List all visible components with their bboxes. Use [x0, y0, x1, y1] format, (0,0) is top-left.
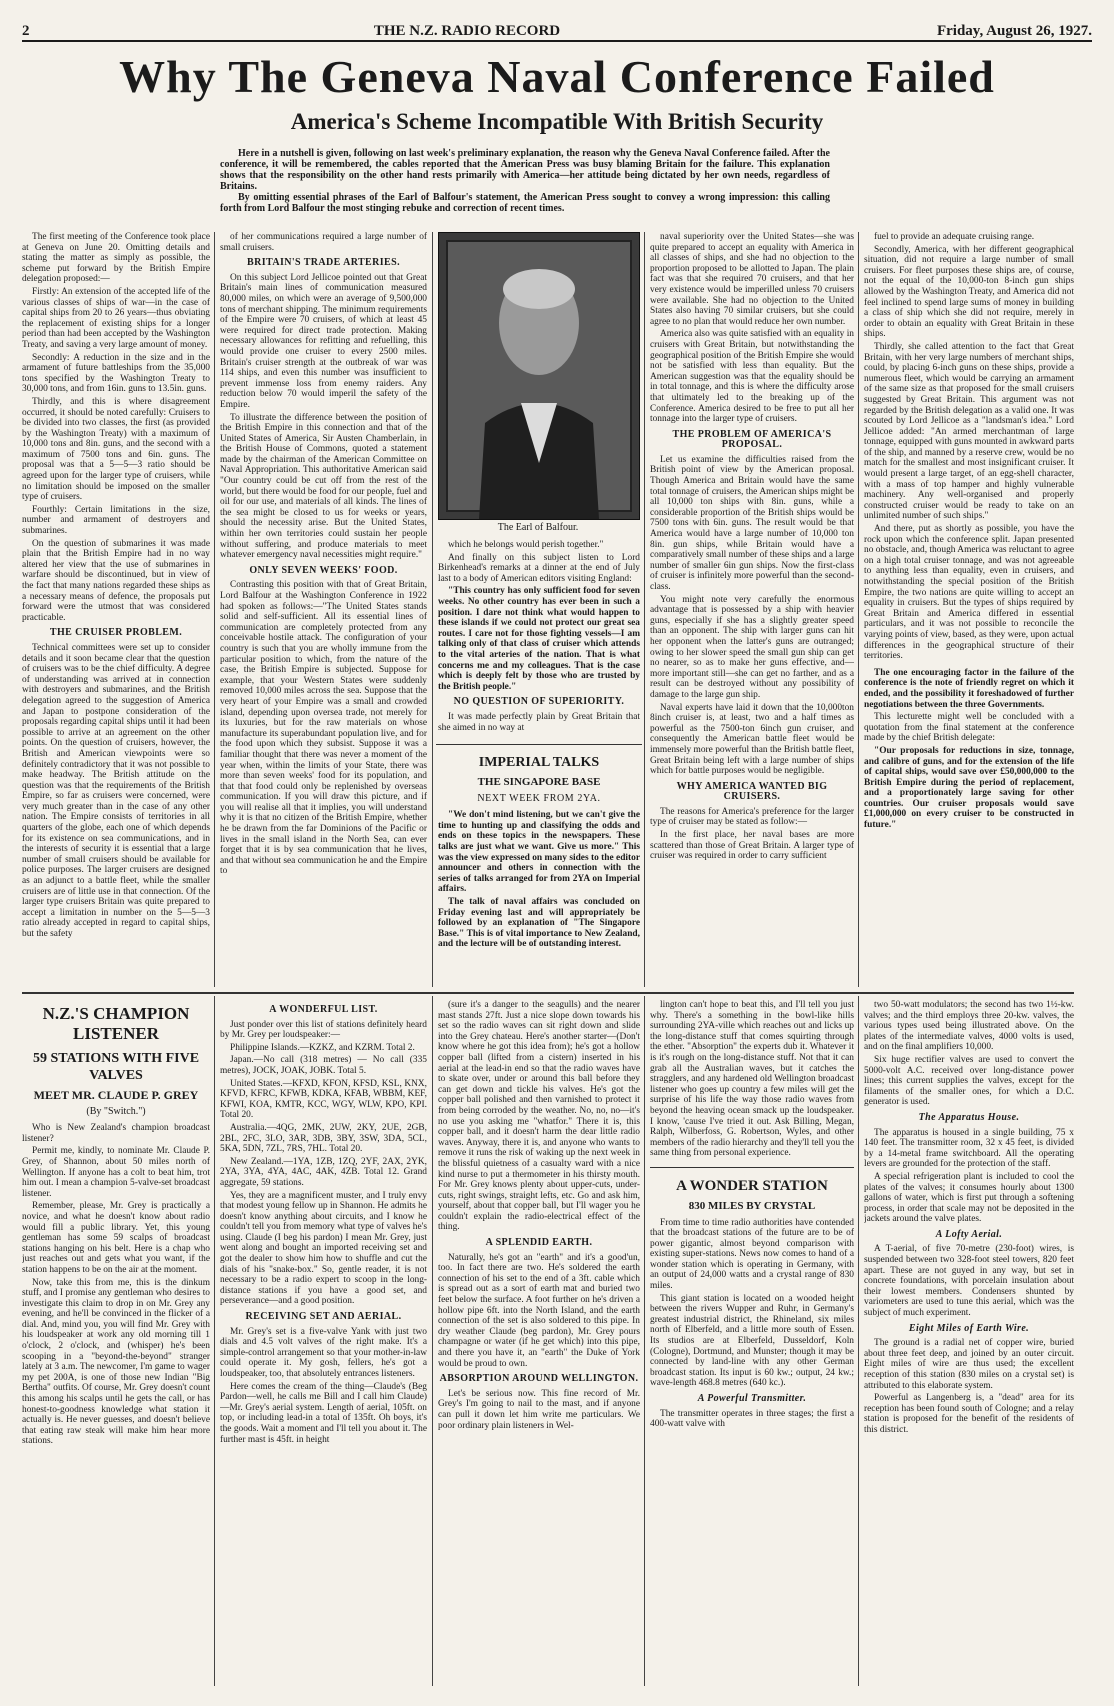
- paragraph: On the question of submarines it was made plain that the British Empire had in no way altered her view that the use of submarines in warfare should be discontinued, but in view of the fact that many nations regarded these ships as a necessary means of defence, the proposals put forward were the utmost that was considered practicable.: [22, 538, 210, 623]
- paragraph: Firstly: An extension of the accepted life of the various classes of ships of war—in the case of capital ships from 20 to 26 years—thus obviating the replacement of existing ships for a longer period than had been accepted by the Washington Treaty, and saving a very large amount of money.: [22, 286, 210, 350]
- paragraph: Technical committees were set up to consider details and it soon became clear that the question of cruisers was to be the chief difficulty. A degree of understanding was arrived at in connection with destroyers and submarines, and the British delegation agreed to the suggestion of America and Japan to postpone consideration of the proposals regarding capital ships until it had been possible to arrive at an agreement on the other points. On the question of cruisers, however, the British and American viewpoints were so definitely contradictory that it was not possible to make headway. The British attitude on the question was that the requirements of the British Empire, so far as cruisers were concerned, were very much greater than in the case of any other nation. The Empire consists of territories in all quarters of the globe, each one of which depends for its existence on sea communications, and in the interests of security it is essential that a large number of small cruisers should be available for police purposes. The larger cruisers are designed as an adjunct to a battle fleet, while the smaller cruisers are of little use in that connection. Of the larger type cruisers Britain was quite prepared to accept a limitation in number on the 5—5—3 ratio already accepted in regard to capital ships, but the safety: [22, 642, 210, 939]
- quote-paragraph: "This country has only sufficient food for seven weeks. No other country has ever been in such a position. I dare not think what would happen to these islands if we could not protect our great sea routes. I care not for those fighting vessels—I am talking only of that class of cruiser which attends to the vital arteries of the nation. That is what concerns me and my colleagues. That is the case which is deeply felt by those who are trusted by the British people.": [438, 586, 640, 692]
- station-list: Australia.—4QG, 2MK, 2UW, 2KY, 2UE, 2GB, 2BL, 2FC, 3LO, 3AR, 3DB, 3BY, 3SW, 3DA, 5CL, 5KA, 5DN, 7ZL, 7RS, 7HL. Total 20.: [220, 1122, 427, 1155]
- paragraph: Fourthly: Certain limitations in the size, number and armament of destroyers and submarines.: [22, 504, 210, 537]
- paragraph: A T-aerial, of five 70-metre (230-foot) wires, is suspended between two 328-foot steel towers, 820 feet apart. These are not guyed in any way, but set in concrete foundations, with porcelain insulation about their lowest members. Condensers shunted by variometers are used to tune this aerial, which was the subject of much experiment.: [864, 1244, 1074, 1319]
- section-heading: A Powerful Transmitter.: [697, 1393, 807, 1404]
- section-heading: The Apparatus House.: [918, 1111, 1020, 1123]
- paragraph: The ground is a radial net of copper wire, buried about three feet deep, and joined by an outer circuit. Eight miles of wire are thus used; the excellent reception of this station (830 miles on a crystal set) is attributed to this elaborate system.: [864, 1338, 1074, 1391]
- wonder-title: A WONDER STATION: [676, 1177, 828, 1194]
- paragraph: The transmitter operates in three stages; the first a 400-watt valve with: [650, 1408, 854, 1430]
- paragraph: This lecturette might well be concluded with a quotation from the final statement at the conference made by the chief British delegate:: [864, 712, 1074, 744]
- paragraph: A special refrigeration plant is included to cool the plates of the valves; it consumes hourly about 1300 gallons of water, which is first put through a softening process, in order that scale may not be deposited in the jackets around the valve plates.: [864, 1171, 1074, 1225]
- paragraph: Permit me, kindly, to nominate Mr. Claude P. Grey, of Shannon, about 50 miles north of Wellington. If anyone has a colt to beat him, trot him out. I mean a champion 5-valve-set broadcast listener.: [22, 1146, 210, 1199]
- portrait-photo: [438, 232, 640, 520]
- paragraph: And finally on this subject listen to Lord Birkenhead's remarks at a dinner at the end of July last to a body of American editors visiting England:: [438, 552, 640, 584]
- section-heading: BRITAIN'S TRADE ARTERIES.: [247, 257, 400, 269]
- section-heading: Eight Miles of Earth Wire.: [908, 1322, 1030, 1334]
- article-column-3: [438, 540, 640, 740]
- section-heading: ONLY SEVEN WEEKS' FOOD.: [249, 564, 398, 576]
- article-column-2: [220, 232, 427, 987]
- paragraph: You might note very carefully the enormous advantage that is possessed by a ship with heavier guns, especially if she has a slightly greater speed than an opponent. The ship with larger guns can hit her opponent when the latter's guns are outranged; owing to her slower speed the small gun ship can get no nearer, so as to make her guns effective, and—more important still—she can get no farther, and as a result can be destroyed without any possibility of damage to the large gun ship.: [650, 594, 854, 700]
- wonder-station-box: [650, 1167, 854, 1430]
- paragraph: The first meeting of the Conference took place at Geneva on June 20. Omitting details and stating the matter as simply as possible, the scheme put forward by the British Empire delegation proposed:—: [22, 232, 210, 285]
- paragraph: Let's be serious now. This fine record of Mr. Grey's I'm going to nail to the mast, and if anyone can pull it down let him write me particulars. We poor ordinary plain listeners in Wel-: [438, 1388, 640, 1431]
- column-rule: [214, 996, 215, 1686]
- paragraph: Contrasting this position with that of Great Britain, Lord Balfour at the Washington Conference in 1922 had spoken as follows:—"The United States stands solid and self-sufficient. All its essential lines of communication are completely protected from any conceivable hostile attack. The configuration of your country is such that you are wholly immune from the particular position to which, from the nature of the case, the British Empire is subjected. Suppose for example, that your Western States were suddenly removed 10,000 miles across the sea. Suppose that the very heart of your Empire was a small and crowded island, depending upon oversea trade, not merely for its luxuries, but for the raw materials on whose manufacture its superabundant population live, and for the food upon which they subsist. Suppose it was a familiar thought that there was never a moment of the year when, within the limits of your State, there was more than seven weeks' food for its population, and that that food could only be replenished by overseas communication. If you will draw this picture, and if you will realise all that it implies, you will understand why it is that no citizen of the British Empire, whether he be drawn from the far Dominions of the Pacific or lives in the small island in the North Sea, can ever forget that it is by sea communication that he lives, and that without sea communication he and the Empire to: [220, 580, 427, 877]
- column-rule: [858, 232, 859, 987]
- paragraph: Let us examine the difficulties raised from the British point of view by the American proposal. Though America and Britain would have the same total tonnage of cruisers, the American ships might be all 10,000 ton ships with 8in. guns, while a considerable proportion of the British ships would be 7500 tons with 6in. guns. The result would be that America would have a large number of 10,000 ton 8in. gun ships, while Britain would have a comparatively small number of these ships and a large number of smaller 6in gun ships. Now the first-class of cruiser is infinitely more powerful than the second-class.: [650, 454, 854, 592]
- paragraph: two 50-watt modulators; the second has two 1½-kw. valves; and the third employs three 20-kw. valves, the various types used being illustrated above. On the plates of the intermediate valves, 4000 volts is used, and on the final amplifiers 10,000.: [864, 1000, 1074, 1053]
- column-rule: [432, 232, 433, 987]
- paragraph: Thirdly, and this is where disagreement occurred, it should be noted carefully: Cruisers to be divided into two classes, the first (as provided by the Washington Treaty) with a maximum of 10,000 tons and 8in. guns, and the second with a maximum of 7500 tons and 6in. guns. The proposal was that a 5—5—3 ratio should be agreed upon for the larger type of cruisers, while no limitation should be imposed on the smaller type of cruisers.: [22, 396, 210, 503]
- byline: (By "Switch."): [86, 1105, 146, 1117]
- paragraph: Secondly: A reduction in the size and in the armament of future battleships from the 35,000 tons specified by the Washington Treaty to 30,000 tons, and from 16in. guns to 13.5in. guns.: [22, 352, 210, 395]
- paragraph: Who is New Zealand's champion broadcast listener?: [22, 1123, 210, 1144]
- subheadline: America's Scheme Incompatible With British Security: [290, 109, 824, 134]
- paragraph: Powerful as Langenberg is, a "dead" area for its reception has been found south of Cologne; and a relay station is proposed for the benefit of the residents of this district.: [864, 1393, 1074, 1435]
- paragraph: which he belongs would perish together.": [448, 540, 604, 550]
- headline: Why The Geneva Naval Conference Failed: [119, 51, 995, 102]
- paragraph: Secondly, America, with her different geographical situation, did not require a large number of small cruisers. For fleet purposes these ships are, of course, not the equal of the 10,000-ton 8-inch gun ships allowed by the Washington Treaty, and America did not feel inclined to spend large sums of money in building a class of ship which she did not require, merely in order to obtain an equality with Great Britain in these ships.: [864, 244, 1074, 340]
- paragraph: Six huge rectifier valves are used to convert the 5000-volt A.C. received over long-distance power lines; this current supplies the valves, except for the filaments of the smaller ones, for which a D.C. generator is used.: [864, 1054, 1074, 1108]
- column-rule: [214, 232, 215, 987]
- column-rule: [432, 996, 433, 1686]
- station-list: United States.—KFXD, KFON, KFSD, KSL, KNX, KFVD, KFRC, KFWB, KDKA, KFAB, WBBM, KEF, KFWI, KOA, KMTR, KCC, WGY, WLW, KPO, KPI. Total 20.: [220, 1078, 427, 1121]
- paragraph: naval superiority over the United States—she was quite prepared to accept an equality with America in all classes of ships, and she had no objection to the proportion proposed to be allotted to Japan. The plain fact was that she required 70 cruisers, and that her very existence would be imperilled unless 70 cruisers were available. She had no objection to the United States also having 70 similar cruisers, but she could agree to no plan that would reduce her own number.: [650, 232, 854, 327]
- section-heading: THE CRUISER PROBLEM.: [49, 627, 183, 639]
- section-heading: THE PROBLEM OF AMERICA'S PROPOSAL.: [672, 428, 832, 451]
- section-heading: WHY AMERICA WANTED BIG CRUISERS.: [676, 780, 828, 803]
- section-heading: ABSORPTION AROUND WELLINGTON.: [439, 1373, 639, 1385]
- paragraph: Thirdly, she called attention to the fact that Great Britain, with her very large numbers of merchant ships, could, by placing 6-inch guns on these ships, provide a numerous fleet, which would be carrying an armament of the same size as that proposed for the small cruisers suggested by Great Britain. This argument was not regarded by the British delegation as a valid one. It was scouted by Lord Jellicoe as a "landsman's idea." Lord Jellicoe added: "An armed merchantman of large tonnage, equipped with guns mounted in awkward parts of the ship, and manned by a reserve crew, would be no match for the smallest and most insignificant cruiser. It would present a large target, of an egg-shell character, with a mass of top hamper and highly vulnerable machinery. Any well-organised and properly constructed cruiser would be ready to take on an unlimited number of such ships.": [864, 341, 1074, 522]
- listener-column-2: [220, 1000, 427, 1686]
- station-list: Japan.—No call (318 metres) — No call (335 metres), JOCK, JOAK, JOBK. Total 5.: [220, 1055, 427, 1076]
- section-heading: A Lofty Aerial.: [935, 1228, 1003, 1240]
- paragraph: This giant station is located on a wooded height between the rivers Wupper and Ruhr, in Germany's greatest industrial district, the Rhineland, six miles north of Elberfeld, and a little more south of Essen. Its studios are at Elberfeld, Dusseldorf, Koln (Cologne), Dortmund, and Munster; though it may be connected by land-line with any other German broadcast station. Its input is 60 kw.; output, 24 kw.; wave-length 468.8 metres (640 kc.).: [650, 1293, 854, 1389]
- imperial-talks-box: [438, 748, 640, 986]
- paragraph: In the first place, her naval bases are more scattered than those of Great Britain. A larger type of cruiser was required in order to carry sufficient: [650, 830, 854, 862]
- paragraph: lington can't hope to beat this, and I'll tell you just why. There's a something in the bowl-like hills surrounding 2YA-ville which reaches out and licks up the long-distance stuff that comes squirting through the ether. "Absorption" the experts dub it. Whatever it is it's rough on the long-distance stuff. Not that it can grab all the Australian waves, but it catches the stragglers, and any hardened old Wellington broadcast listener who goes up country a few miles will get the surprise of his life the way those radio waves from beyond the heaving ocean smack up the loudspeaker. I know, 'cause I've tried it out. Ask Billing, Megan, Ralph, Wilberfoss, G. Robertson, Wyles, and other members of the radio hierarchy and they'll tell you the same thing from personal experience.: [650, 1000, 854, 1159]
- paragraph: Here comes the cream of the thing—Claude's (Beg Pardon—well, he calls me Bill and I call him Claude)—Mr. Grey's aerial system. Length of aerial, 105ft. on top, or including lead-in a total of 135ft. Oh boys, it's the goods. Wait a moment and I'll tell you about it. The further mast is 45ft. in height: [220, 1381, 427, 1445]
- paragraph: The reasons for America's preference for the larger type of cruiser may be stated as follow:—: [650, 806, 854, 828]
- intro-text-1: Here in a nutshell is given, following on last week's preliminary explanation, the reason why the Geneva Naval Conference failed. After the conference, it will be remembered, the cables reported that the American Press was busy blaming Britain for the failure. This explanation shows that the responsibility on the other hand rests primarily with America—her attitude being dictated by her own needs, regardless of Britains.: [220, 148, 830, 192]
- paragraph: The apparatus is housed in a single building, 75 x 140 feet. The transmitter room, 32 x 45 feet, is divided by a 14-metal frame switchboard. All the operating levers are grounded for the protection of the staff.: [864, 1127, 1074, 1170]
- section-divider: [22, 992, 1074, 994]
- listener-title: N.Z.'S CHAMPION LISTENER: [42, 1004, 190, 1043]
- article-column-4: [650, 232, 854, 987]
- section-heading: A SPLENDID EARTH.: [485, 1237, 593, 1249]
- photo-caption: The Earl of Balfour.: [497, 522, 579, 533]
- section-heading: NO QUESTION OF SUPERIORITY.: [453, 696, 625, 708]
- paragraph: fuel to provide an adequate cruising range.: [874, 232, 1035, 242]
- listener-column-4: [650, 1000, 854, 1686]
- listener-meet: MEET MR. CLAUDE P. GREY: [33, 1088, 199, 1102]
- paragraph: And there, put as shortly as possible, you have the rock upon which the conference split. Japan presented no obstacle, and, though America was reluctant to agree on a high total cruiser tonnage, and was not agreeable to anything less than equality, even in cruisers, and notwithstanding the special position of the British Empire, the two nations are quite willing to accept an equality in cruisers. But the types of ships required by Great Britain and America differed in essential particulars, and it was not possible to reconcile the varying points of view, based, as they were, upon actual differences in the geographical structure of their territories.: [864, 524, 1074, 662]
- article-column-5: [864, 232, 1074, 987]
- wonder-subtitle: 830 MILES BY CRYSTAL: [688, 1199, 816, 1212]
- paragraph: Naval experts have laid it down that the 10,000ton 8inch cruiser is, at least, two and a half times as powerful as the 7500-ton 6inch gun cruiser, and consequently the American battle fleet would be immensely more powerful than the British battle fleet, Great Britain being left with a large number of ships which for battle purposes would be negligible.: [650, 702, 854, 777]
- portrait-image: [439, 233, 639, 519]
- section-heading: A WONDERFUL LIST.: [269, 1004, 378, 1015]
- masthead: [22, 18, 1092, 42]
- paragraph: Just ponder over this list of stations definitely heard by Mr. Grey per loudspeaker:—: [220, 1019, 427, 1041]
- paragraph: The talk of naval affairs was concluded on Friday evening last and will appropriately be followed by an explanation of "The Singapore Base." This is of vital importance to New Zealand, and the lecture will be of outstanding interest.: [438, 896, 640, 950]
- paragraph: It was made perfectly plain by Great Britain that she aimed in no way at: [438, 711, 640, 733]
- paragraph: Yes, they are a magnificent muster, and I truly envy that modest young fellow up in Shannon. He admits he doesn't know anything about circuits, and I know he couldn't tell you from memory what type of valves he's using. Claude (I beg his pardon) I mean Mr. Grey, just went along and bought an imported receiving set and got the dealer to show him how to shuffle and cut the dials of his "snake-box." So, gentle reader, it is not necessary to be a radio expert to scoop in the long-distance stations if you have a good set, and perseverance—and a good position.: [220, 1190, 427, 1307]
- station-list: New Zealand.—1YA, 1ZB, 1ZQ, 2YF, 2AX, 2YK, 2YA, 3YA, 4YA, 4AC, 4AK, 4ZB. Total 12. Grand aggregate, 59 stations.: [220, 1156, 427, 1188]
- quote-paragraph: "Our proposals for reductions in size, tonnage, and calibre of guns, and for the extension of the life of capital ships, would save over £50,000,000 to the British Empire during the period of replacement, and a proportionately large saving for other countries. Our cruiser proposals would save £1,000,000 on every cruiser to be constructed in future.": [864, 745, 1074, 831]
- paragraph: To illustrate the difference between the position of the British Empire in this connection and that of the United States of America, Sir Austen Chamberlain, in the British House of Commons, quoted a statement made by the chairman of the American Committee on Naval Appropriation. This authoritative American said "Our country could be cut off from the rest of the world, but there would be food for our people, fuel and oil for our use, and materials of all kinds. The lines of the sea might be closed to us for weeks or years, should the necessity arise. But the United States, within her own territories could sustain her people without suffering, and produce materials to meet whatever emergency naval necessities might require.": [220, 412, 427, 561]
- paragraph: Mr. Grey's set is a five-valve Yank with just two dials and 4.5 volt valves of the right make. It's a simple-control arrangement so that your mother-in-law could operate it. My gosh, fellers, he's got a loudspeaker, too, that absolutely entrances listeners.: [220, 1326, 427, 1379]
- intro-text-2: By omitting essential phrases of the Earl of Balfour's statement, the American Press sought to convey a wrong impression: this calling forth from Lord Balfour the most stinging rebuke and correction of recent times.: [220, 192, 830, 214]
- box-rule: [436, 744, 642, 745]
- paragraph: From time to time radio authorities have contended that the broadcast stations of the future are to be of power gigantic, almost beyond comparison with existing super-stations. News now comes to hand of a wonder station which is operating in Germany, with an output of 24,000 watts and a crystal range of 830 miles.: [650, 1217, 854, 1292]
- paragraph: America also was quite satisfied with an equality in cruisers with Great Britain, but notwithstanding the geographical position of the British Empire she would not be satisfied with less than equality. But the American suggestion was that the equality should be in total tonnage, and this is where the difficulty arose that ultimately led to the breaking up of the Conference. America desired to be free to put all her tonnage into the larger type of cruisers.: [650, 329, 854, 425]
- bold-paragraph: The one encouraging factor in the failure of the conference is the note of friendly regret on which it ended, and the possibility it foreshadowed of further negotiations between the three Governments.: [864, 667, 1074, 710]
- listener-column-1: [22, 1000, 210, 1686]
- paragraph: Naturally, he's got an "earth" and it's a good'un, too. In fact there are two. He's soldered the earth connection of his set to the end of a 3ft. cable which is spread out as a sort of earth mat and buried two feet below the surface. A foot further on he's driven a hollow pipe 6ft. into the North Island, and the earth connection of the set is also soldered to this pipe. In dry weather Claude (beg pardon), Mr. Grey pours champagne or water (if he get which) into this pipe, and there you have it, an "earth" the Duke of York would be proud to own.: [438, 1252, 640, 1369]
- wonder-column-5: [864, 1000, 1074, 1686]
- column-rule: [858, 996, 859, 1686]
- paragraph: On this subject Lord Jellicoe pointed out that Great Britain's main lines of communication measured 80,000 miles, on which were an average of 9,500,000 tons of merchant shipping. The minimum requirements of the Empire were 70 cruisers, of which at least 45 were required for direct trade protection. Making necessary allowances for refitting and refuelling, this would provide one cruiser to every 2500 miles. Britain's cruiser strength at the outbreak of war was 114 ships, and even this number was insufficient to prevent immense loss from enemy raiders. Any reduction below 70 would imperil the safety of the Empire.: [220, 272, 427, 410]
- page-number: 2: [22, 23, 30, 39]
- publication-name: THE N.Z. RADIO RECORD: [373, 23, 561, 39]
- listener-column-3: [438, 1000, 640, 1686]
- paragraph: Remember, please, Mr. Grey is practically a novice, and what he doesn't know about radio would fill a public library. Yet, this young gentleman has some 59 scalps of broadcast stations hanging on his belt. Here is a chap who just reaches out and gets what you want, if the station happens to be on the air at the moment.: [22, 1201, 210, 1275]
- section-heading: RECEIVING SET AND AERIAL.: [245, 1311, 402, 1323]
- paragraph: (sure it's a danger to the seagulls) and the nearer mast stands 27ft. Just a nice slope down towards his set so the radio waves can sit right down and slide into the Grey chateau. Here's another starter—(Don't know where he got this idea from); he's got a hollow copper ball (lifted from a cistern) inserted in his aerial at the lead-in end so that the radio waves have to skate over, under or around this ball before they can get down and tickle his valves. He's got the copper ball polished and then varnished to protect it from being corroded by the weather. No, no, no—it's no use you asking me "whatfor." There it is, this copper ball, and it doesn't harm the dear little radio waves. Anyway, there it is, and anyone who wants to remove it runs the risk of waking up the next week in the blissful quietness of a casualty ward with a nice kind nurse to put a thermometer in his thirsty mouth. For Mr. Grey knows plenty about upper-cuts, under-cuts, right swings, straight lefts, etc. Go and ask him, yourself, about that copper ball, but I'll wager you he couldn't explain the radio-electrical effect of the thing.: [438, 1000, 640, 1233]
- imperial-title: IMPERIAL TALKS: [478, 755, 600, 770]
- imperial-tagline: NEXT WEEK FROM 2YA.: [477, 792, 601, 804]
- paragraph: "We don't mind listening, but we can't give the time to hunting up and classifying the odds and ends on these topics in the newspapers. These talks are just what we want. Give us more." This was the view expressed on many sides to the editor announcer and others in connection with the series of talks arranged for from 2YA on Imperial affairs.: [438, 810, 640, 895]
- column-rule: [644, 996, 645, 1686]
- article-column-1: [22, 232, 210, 987]
- station-list: Philippine Islands.—KZKZ, and KZRM. Total 2.: [230, 1042, 415, 1053]
- listener-subtitle: 59 STATIONS WITH FIVE VALVES: [32, 1051, 200, 1083]
- intro-paragraph: [220, 148, 830, 214]
- column-rule: [644, 232, 645, 987]
- imperial-subtitle: THE SINGAPORE BASE: [477, 776, 601, 788]
- paragraph: Now, take this from me, this is the dinkum stuff, and I promise any gentleman who desires to investigate this claim to drop in on Mr. Grey any evening, and he'll be convinced in the flicker of a dial. And, mind you, you will find Mr. Grey with his loudspeaker at work any old morning till 1 o'clock, 2 o'clock, and (whisper) he's been scooping in a "beyond-the-beyond" stranger lately at 3 a.m. The newcomer, I'm game to wager my pet 200A, is one of those new Indian "Big Bertha" outfits. Of course, Mr. Grey doesn't count this among his scalps until he gets the call, or has honest-to-goodness knowledge what station it actually is. He never guesses, and doesn't believe that eating raw steak will make him hear more stations.: [22, 1277, 210, 1447]
- paragraph: of her communications required a large number of small cruisers.: [220, 232, 427, 253]
- issue-date: Friday, August 26, 1927.: [936, 23, 1092, 39]
